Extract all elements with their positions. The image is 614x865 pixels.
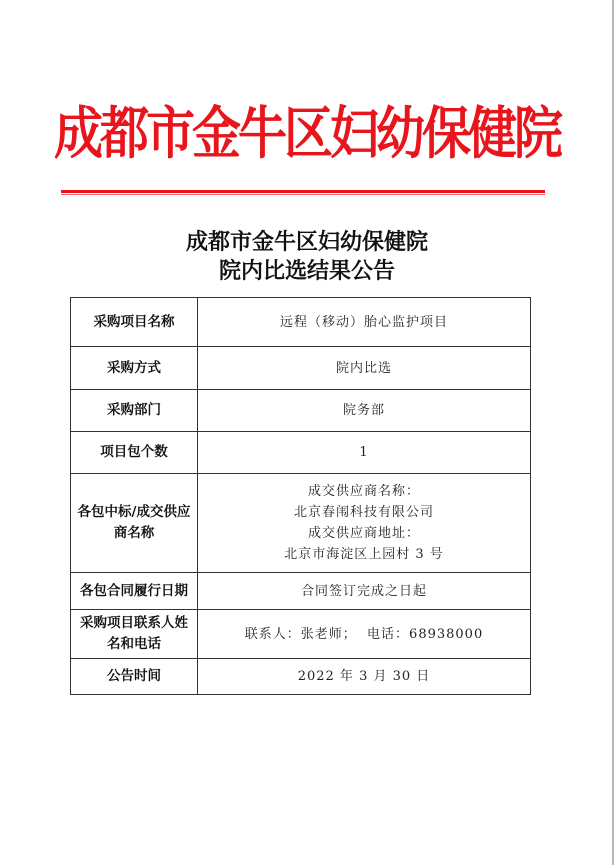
row-value: 2022 年 3 月 30 日: [198, 659, 531, 695]
row-label: 采购部门: [71, 390, 198, 432]
row-label: 各包合同履行日期: [71, 573, 198, 610]
table-row: [71, 347, 531, 390]
label-line: 商名称: [113, 525, 155, 541]
supplier-address-label: 成交供应商地址：: [307, 526, 420, 541]
row-label: 公告时间: [71, 659, 198, 695]
letterhead-divider-thin: [61, 194, 545, 195]
row-value: 院务部: [198, 390, 531, 432]
row-value: 远程（移动）胎心监护项目: [198, 298, 531, 347]
row-value: [198, 474, 531, 573]
document-title-line1: 成都市金牛区妇幼保健院: [185, 229, 428, 255]
supplier-address: 北京市海淀区上园村 3 号: [284, 547, 444, 562]
table-row: [71, 298, 531, 347]
table-row: [71, 659, 531, 695]
table-row: [71, 432, 531, 474]
row-value: 合同签订完成之日起: [198, 573, 531, 610]
letterhead-title: 成都市金牛区妇幼保健院: [53, 99, 560, 167]
table-row: [71, 390, 531, 432]
table-row: [71, 474, 531, 573]
supplier-name-label: 成交供应商名称：: [307, 484, 420, 499]
label-line: 名和电话: [107, 636, 161, 652]
document-title-line2: 院内比选结果公告: [218, 258, 395, 284]
row-value: 1: [198, 432, 531, 474]
row-label: [71, 474, 198, 573]
row-label: 采购项目名称: [71, 298, 198, 347]
row-label: [71, 610, 198, 659]
label-line: 采购项目联系人姓: [80, 615, 188, 631]
row-label: 项目包个数: [71, 432, 198, 474]
row-label: 采购方式: [71, 347, 198, 390]
row-value: 院内比选: [198, 347, 531, 390]
supplier-name: 北京春闱科技有限公司: [293, 505, 434, 520]
letterhead-divider: [61, 190, 545, 193]
label-line: 各包中标/成交供应: [77, 504, 191, 520]
table-row: [71, 610, 531, 659]
row-value: 联系人：张老师； 电话：68938000: [198, 610, 531, 659]
table-row: [71, 573, 531, 610]
announcement-table: [70, 297, 531, 695]
